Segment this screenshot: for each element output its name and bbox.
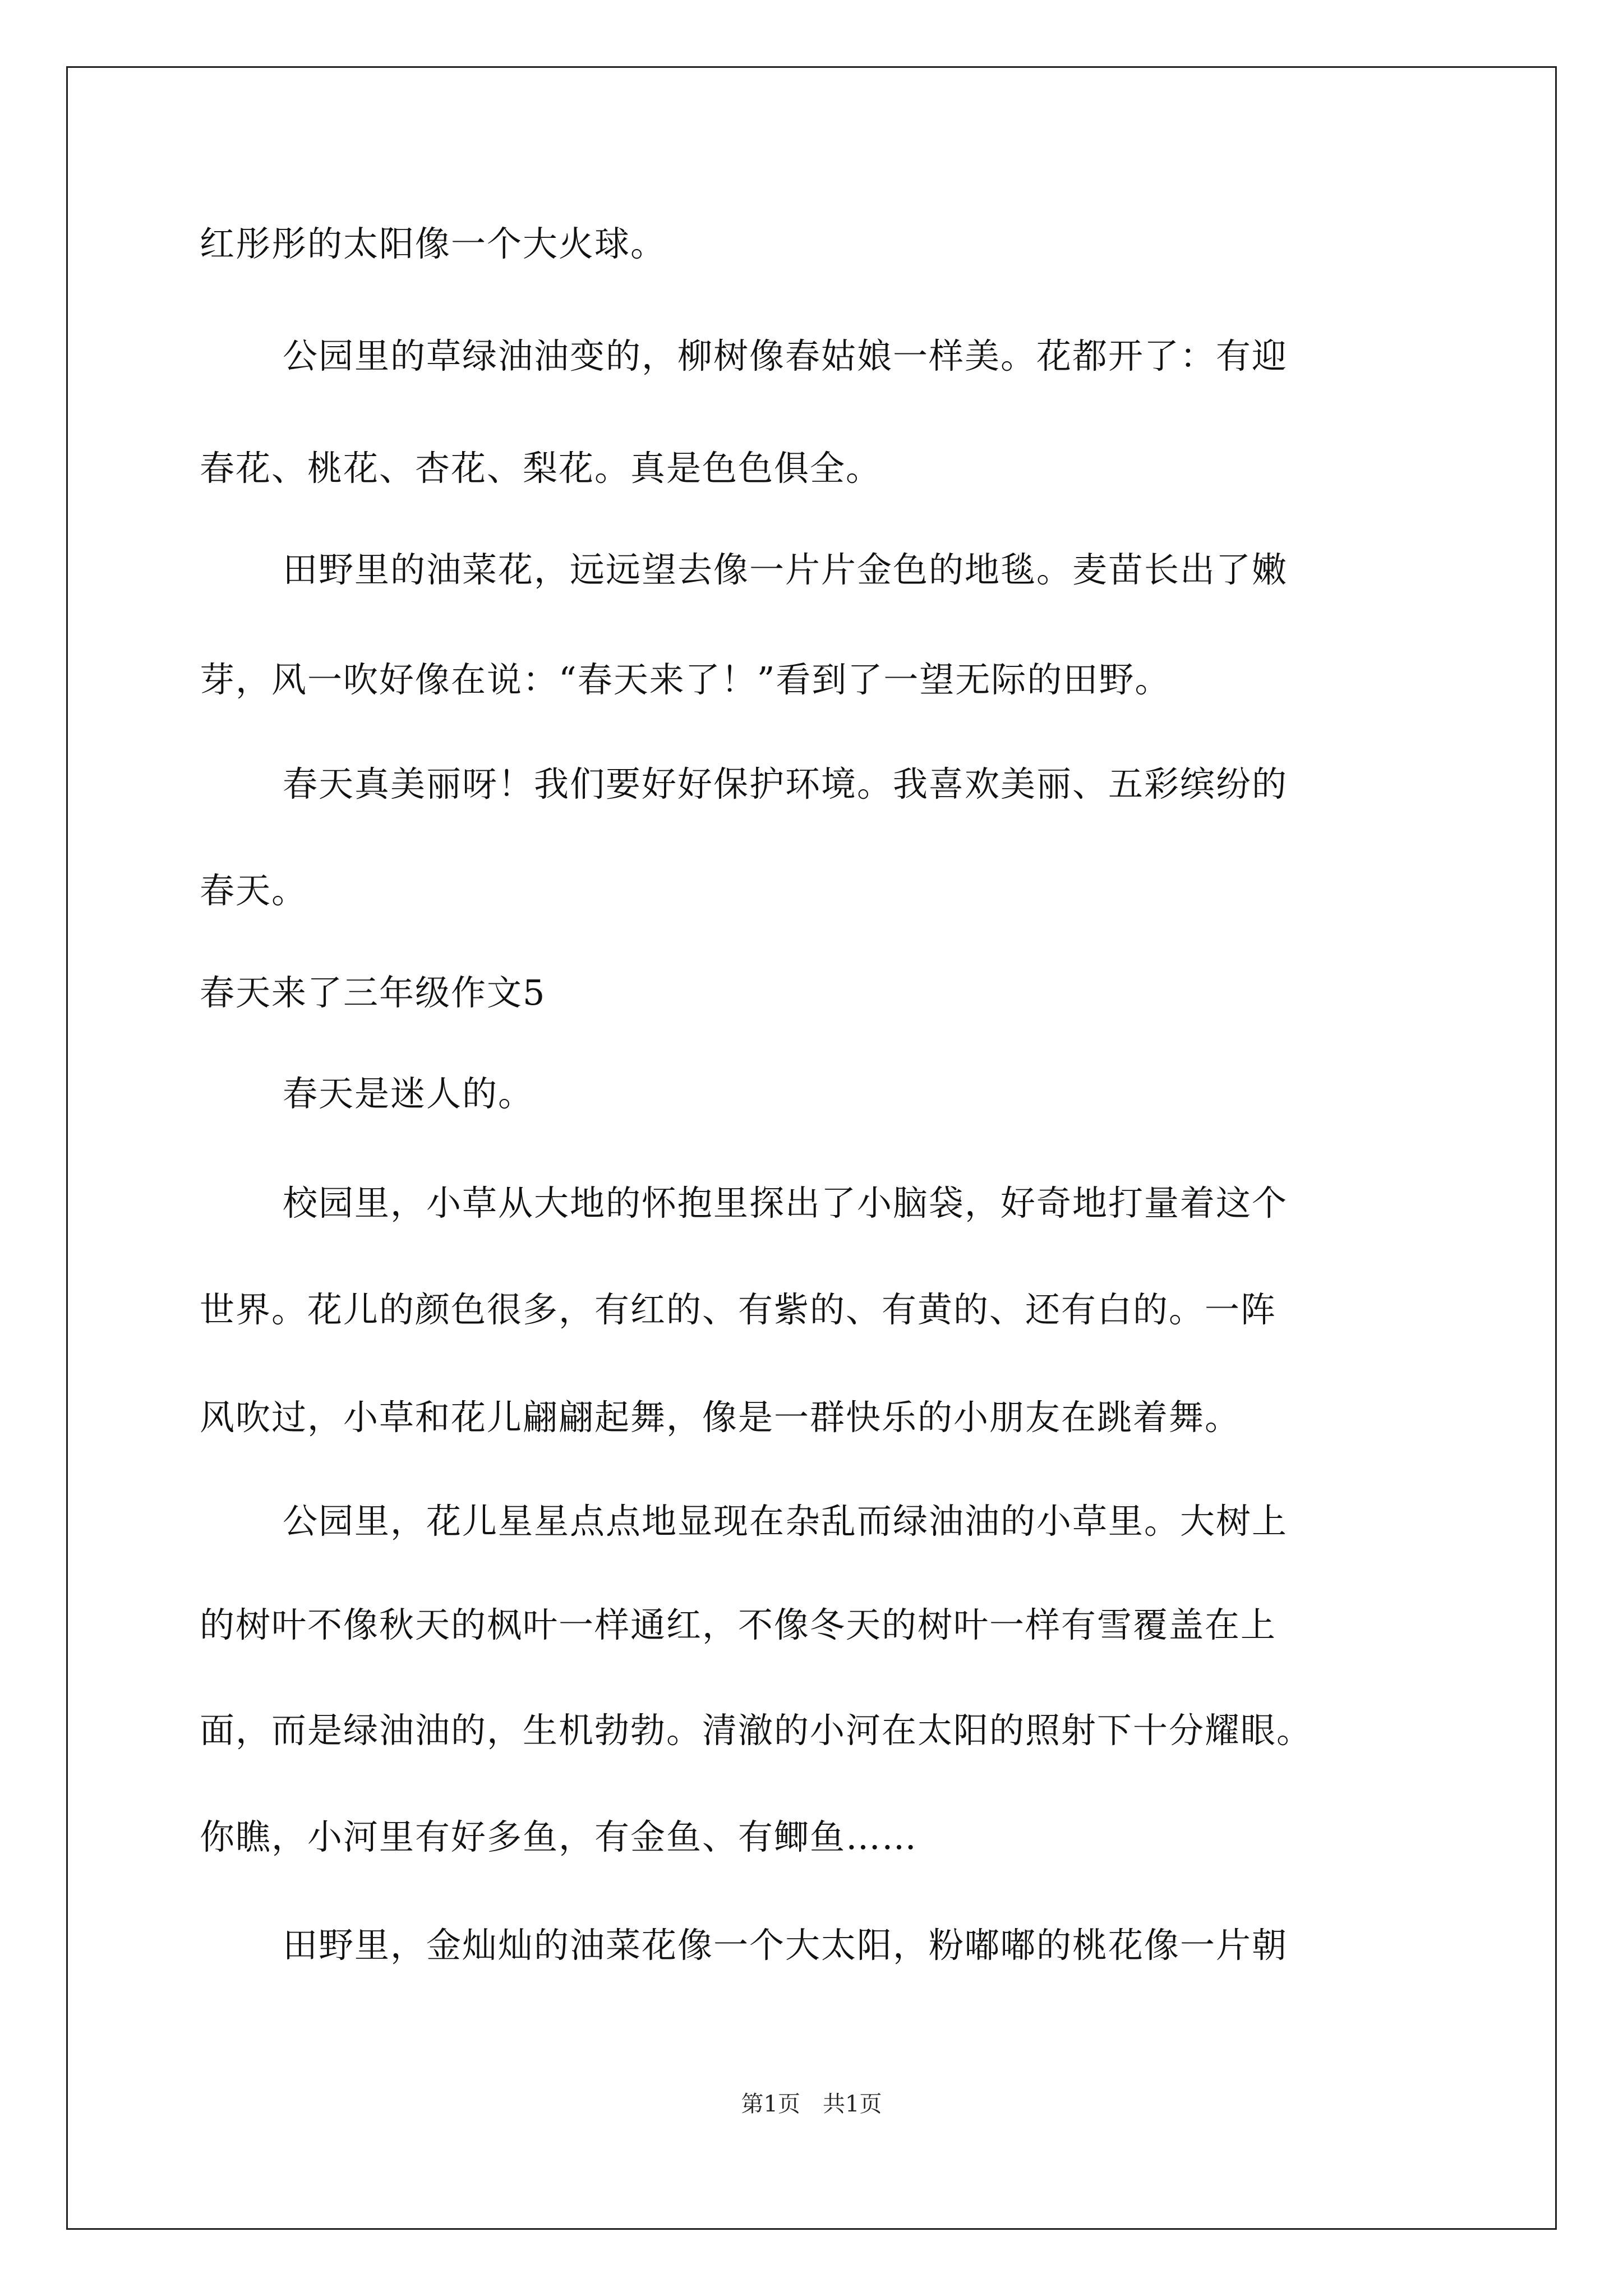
text-line: 风吹过，小草和花儿翩翩起舞，像是一群快乐的小朋友在跳着舞。 [200,1397,1241,1438]
paragraph-start-line: 田野里，金灿灿的油菜花像一个大太阳，粉嘟嘟的桃花像一片朝 [283,1925,1288,1966]
paragraph-start-line: 春天真美丽呀！我们要好好保护环境。我喜欢美丽、五彩缤纷的 [283,763,1288,804]
page-footer: 第1页 共1页 [741,2091,882,2117]
text-line: 世界。花儿的颜色很多，有红的、有紫的、有黄的、还有白的。一阵 [200,1289,1277,1330]
paragraph-start-line: 公园里的草绿油油变的，柳树像春姑娘一样美。花都开了：有迎 [283,335,1288,376]
text-line: 你瞧，小河里有好多鱼，有金鱼、有鲫鱼…… [200,1816,918,1857]
page-frame [66,66,1557,2230]
text-line: 红彤彤的太阳像一个大火球。 [200,223,667,264]
paragraph-start-line: 校园里，小草从大地的怀抱里探出了小脑袋，好奇地打量着这个 [283,1182,1288,1223]
paragraph-start-line: 公园里，花儿星星点点地显现在杂乱而绿油油的小草里。大树上 [283,1501,1288,1542]
text-line: 的树叶不像秋天的枫叶一样通红，不像冬天的树叶一样有雪覆盖在上 [200,1604,1277,1645]
paragraph-start-line: 春天是迷人的。 [283,1073,534,1114]
text-line: 春花、桃花、杏花、梨花。真是色色俱全。 [200,448,882,489]
text-line: 芽，风一吹好像在说：“春天来了！”看到了一望无际的田野。 [200,659,1171,700]
section-title: 春天来了三年级作文5 [200,972,546,1013]
text-line: 面，而是绿油油的，生机勃勃。清澈的小河在太阳的照射下十分耀眼。 [200,1710,1313,1751]
text-line: 春天。 [200,870,308,911]
paragraph-start-line: 田野里的油菜花，远远望去像一片片金色的地毯。麦苗长出了嫩 [283,549,1288,590]
